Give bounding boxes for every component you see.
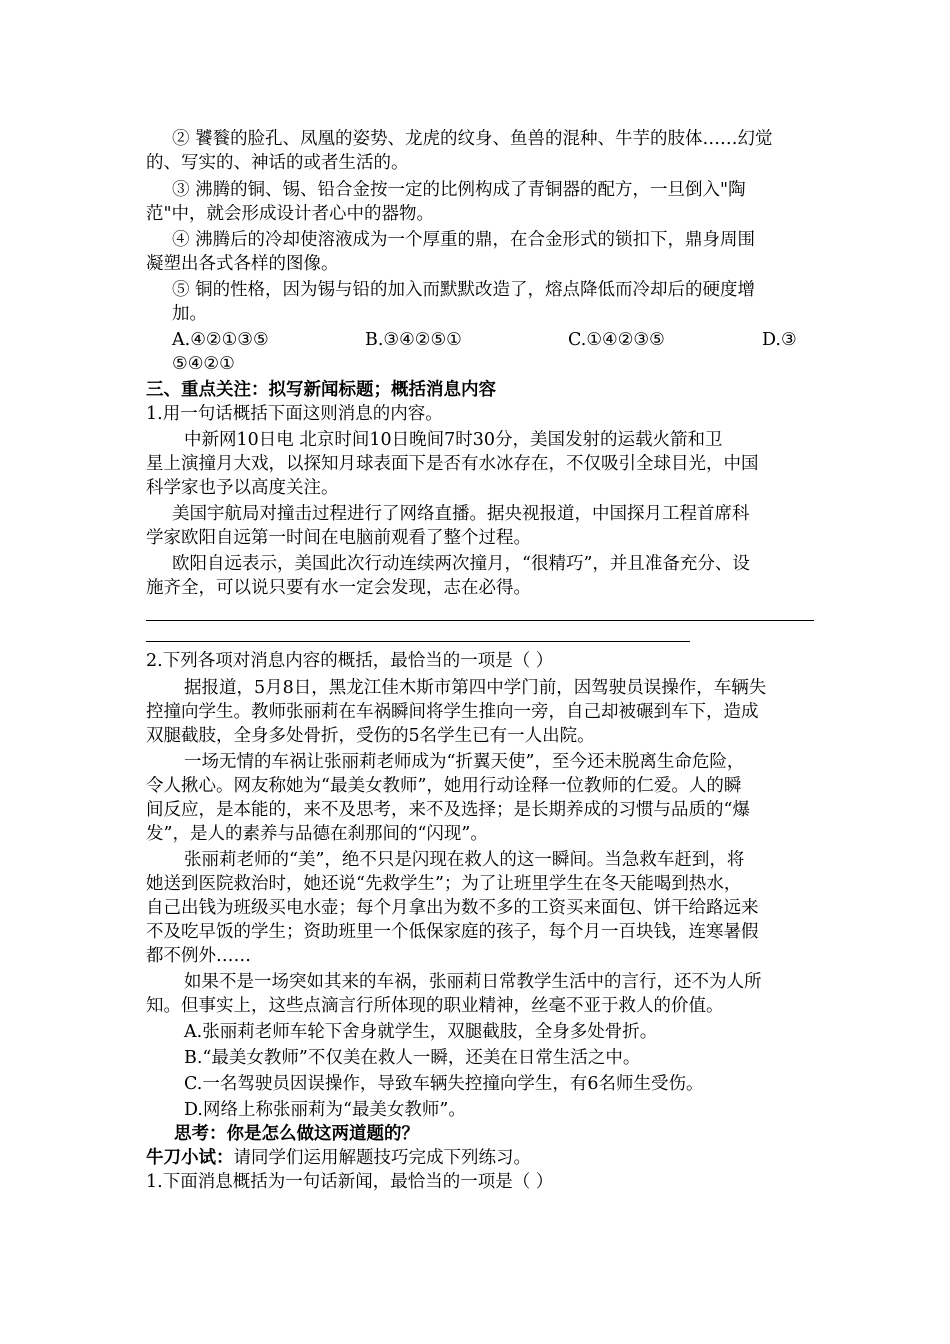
- q2-prompt: 2.下列各项对消息内容的概括，最恰当的一项是（ ）: [146, 651, 554, 671]
- q2-option-a: A.张丽莉老师车轮下舍身就学生，双腿截肢，全身多处骨折。: [184, 1022, 658, 1042]
- q2-para3-line4: 不及吃早饭的学生；资助班里一个低保家庭的孩子，每个月一百块钱，连寒暑假: [146, 922, 759, 942]
- q1-prompt: 1.用一句话概括下面这则消息的内容。: [146, 404, 443, 424]
- q2-option-c: C.一名驾驶员因误操作，导致车辆失控撞向学生，有6名师生受伤。: [184, 1074, 704, 1094]
- q2-para1-line2: 控撞向学生。教师张丽莉在车祸瞬间将学生推向一旁，自己却被碾到车下，造成: [146, 702, 759, 722]
- q2-para1-line3: 双腿截肢，全身多处骨折，受伤的5名学生已有一人出院。: [146, 726, 595, 746]
- q2-para2-line4: 发”，是人的素养与品德在刹那间的“闪现”。: [146, 824, 488, 844]
- item-4-line-2: 凝塑出各式各样的图像。: [146, 254, 339, 274]
- q2-para3-line5: 都不例外……: [146, 946, 251, 966]
- q1-para3-line2: 施齐全，可以说只要有水一定会发现，志在必得。: [146, 578, 531, 598]
- option-b: B.③④②⑤①: [365, 330, 462, 350]
- item-5-line-1: ⑤ 铜的性格，因为锡与铅的加入而默默改造了，熔点降低而冷却后的硬度增: [172, 280, 756, 300]
- q2-para2-line2: 令人揪心。网友称她为“最美女教师”，她用行动诠释一位教师的仁爱。人的瞬: [146, 776, 742, 796]
- q1-para3-line1: 欧阳自远表示，美国此次行动连续两次撞月，“很精巧”，并且准备充分、设: [172, 554, 750, 574]
- item-2-line-2: 的、写实的、神话的或者生活的。: [146, 153, 409, 173]
- practice-text: 请同学们运用解题技巧完成下列练习。: [233, 1148, 531, 1168]
- q1-para2-line1: 美国宇航局对撞击过程进行了网络直播。据央视报道，中国探月工程首席科: [172, 504, 750, 524]
- q2-para3-line3: 自己出钱为班级买电水壶；每个月拿出为数不多的工资买来面包、饼干给路远来: [146, 898, 759, 918]
- q2-option-d: D.网络上称张丽莉为“最美女教师”。: [184, 1100, 466, 1120]
- item-2-line-1: ② 饕餮的脸孔、凤凰的姿势、龙虎的纹身、鱼兽的混种、牛芋的肢体……幻觉: [172, 129, 773, 149]
- q2-option-b: B.“最美女教师”不仅美在救人一瞬，还美在日常生活之中。: [184, 1048, 641, 1068]
- option-d-continued: ⑤④②①: [172, 354, 235, 374]
- q1-para1-line1: 中新网10日电 北京时间10日晚间7时30分，美国发射的运载火箭和卫: [184, 430, 723, 450]
- option-c: C.①④②③⑤: [568, 330, 665, 350]
- answer-line-2[interactable]: [146, 641, 690, 642]
- practice-label: 牛刀小试：: [146, 1148, 234, 1168]
- think-prompt: 思考：你是怎么做这两道题的？: [174, 1124, 419, 1144]
- q2-para3-line2: 她送到医院救治时，她还说“先救学生”；为了让班里学生在冬天能喝到热水，: [146, 874, 742, 894]
- item-3-line-1: ③ 沸腾的铜、锡、铅合金按一定的比例构成了青铜器的配方，一旦倒入"陶: [172, 180, 746, 200]
- option-d: D.③: [762, 330, 797, 350]
- q1-para1-line3: 科学家也予以高度关注。: [146, 478, 339, 498]
- q2-para4-line1: 如果不是一场突如其来的车祸，张丽莉日常教学生活中的言行，还不为人所: [184, 972, 762, 992]
- q2-para1-line1: 据报道，5月8日，黑龙江佳木斯市第四中学门前，因驾驶员误操作，车辆失: [184, 678, 767, 698]
- q1-para1-line2: 星上演撞月大戏，以探知月球表面下是否有水冰存在，不仅吸引全球目光，中国: [146, 454, 759, 474]
- q2-para2-line1: 一场无情的车祸让张丽莉老师成为“折翼天使”，至今还未脱离生命危险，: [184, 752, 745, 772]
- practice-line: [146, 1146, 531, 1170]
- section-3-heading: 三、重点关注：拟写新闻标题；概括消息内容: [146, 380, 496, 400]
- practice-q1: 1.下面消息概括为一句话新闻，最恰当的一项是（ ）: [146, 1172, 554, 1192]
- item-5-line-2: 加。: [172, 304, 207, 324]
- answer-line-1[interactable]: [146, 620, 814, 621]
- q2-para2-line3: 间反应，是本能的，来不及思考，来不及选择；是长期养成的习惯与品质的“爆: [146, 800, 750, 820]
- q2-para4-line2: 知。但事实上，这些点滴言行所体现的职业精神，丝毫不亚于救人的价值。: [146, 996, 724, 1016]
- option-a: A.④②①③⑤: [172, 330, 269, 350]
- q2-para3-line1: 张丽莉老师的“美”，绝不只是闪现在救人的这一瞬间。当急救车赶到，将: [184, 850, 745, 870]
- item-4-line-1: ④ 沸腾后的冷却使溶液成为一个厚重的鼎，在合金形式的锁扣下，鼎身周围: [172, 230, 756, 250]
- q1-para2-line2: 学家欧阳自远第一时间在电脑前观看了整个过程。: [146, 528, 531, 548]
- item-3-line-2: 范"中，就会形成设计者心中的器物。: [146, 204, 435, 224]
